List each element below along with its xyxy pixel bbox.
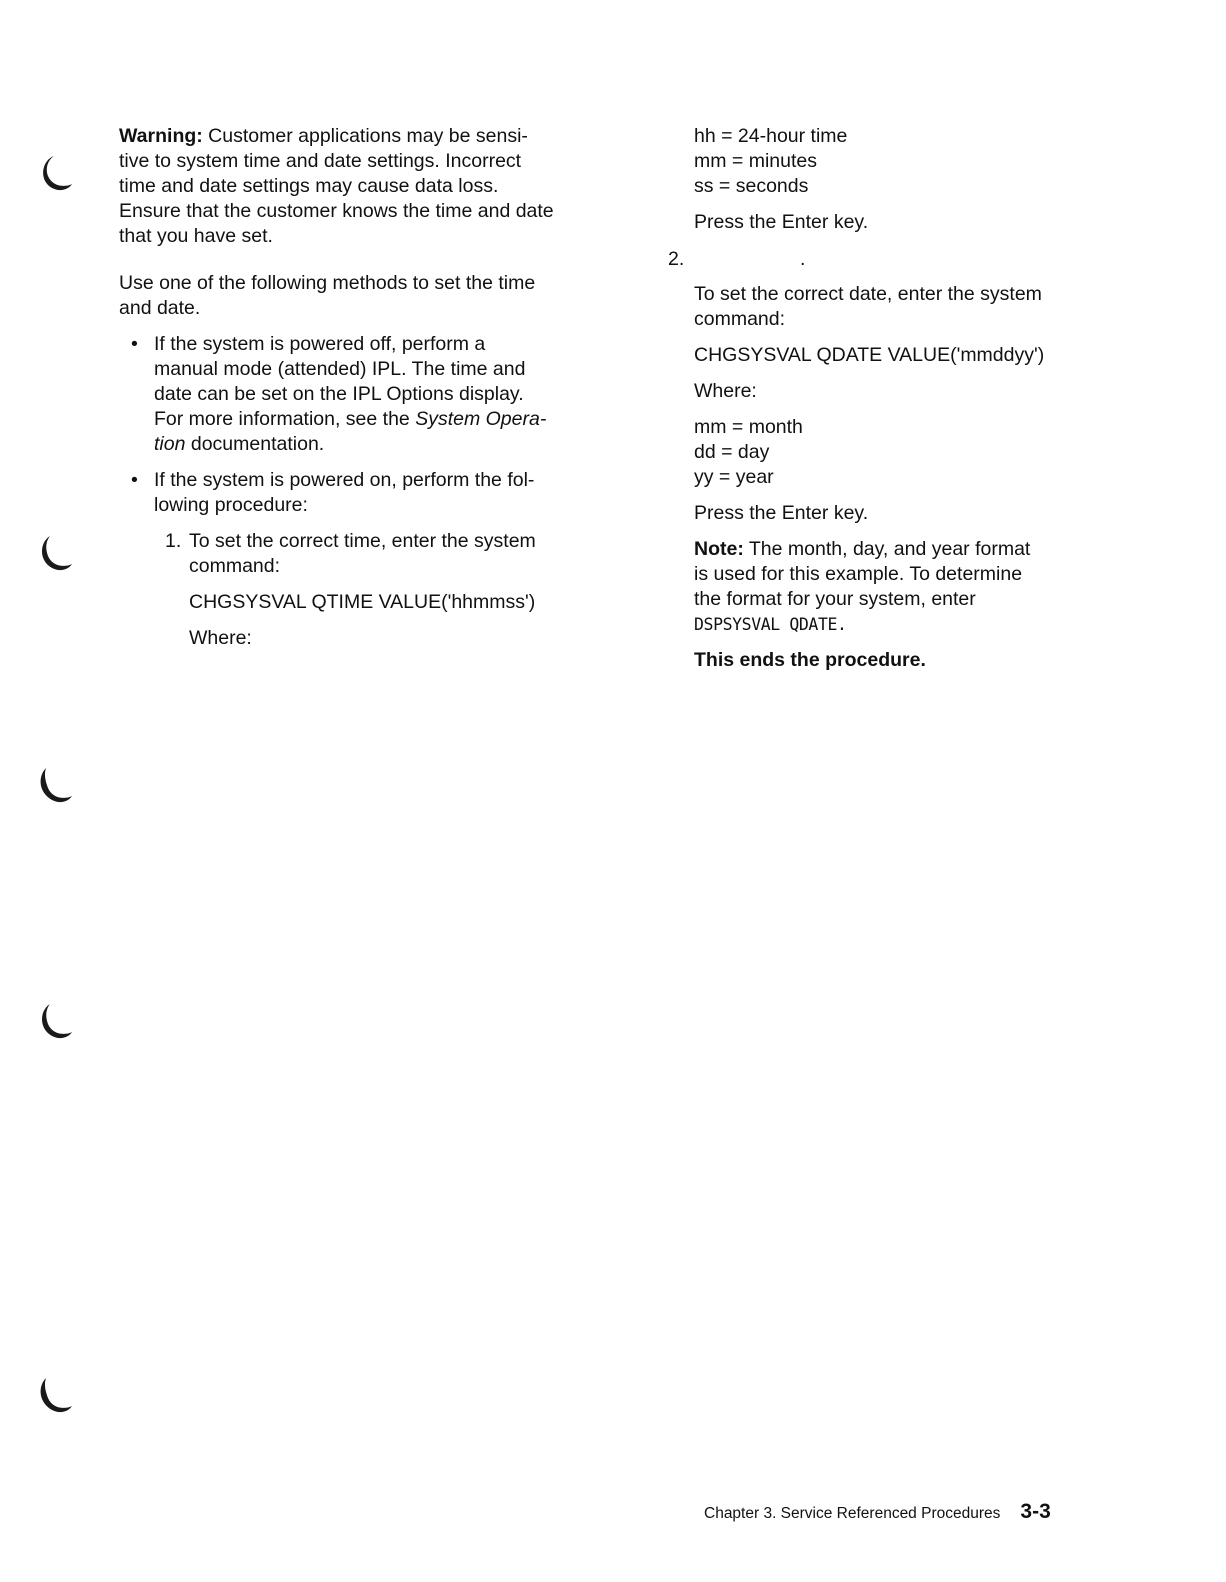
binder-hole-mark xyxy=(32,764,76,808)
step-2-number xyxy=(668,247,806,272)
step-1-where: Where: xyxy=(189,627,252,649)
binder-hole-mark xyxy=(32,152,76,196)
warning-label: Warning: xyxy=(119,125,203,147)
step-text: To set the correct date, enter the system xyxy=(694,283,1042,305)
warning-text: Ensure that the customer knows the time and date xyxy=(119,200,554,222)
step-2-text xyxy=(694,282,1124,332)
chapter-title: Chapter 3. Service Referenced Procedures xyxy=(704,1505,1001,1522)
procedure-end: This ends the procedure. xyxy=(694,649,926,671)
warning-text: Customer applications may be sensi- xyxy=(202,125,528,147)
intro-paragraph xyxy=(119,271,589,321)
bullet-text: manual mode (attended) IPL. The time and xyxy=(154,358,526,380)
step-number: 1. xyxy=(165,530,182,552)
date-definitions xyxy=(694,415,1124,490)
note-paragraph xyxy=(694,537,1124,637)
definition: hh = 24-hour time xyxy=(694,125,848,147)
intro-text: Use one of the following methods to set the time xyxy=(119,272,536,294)
warning-text: that you have set. xyxy=(119,225,273,247)
warning-text: time and date settings may cause data loss. xyxy=(119,175,499,197)
right-column xyxy=(694,124,1124,673)
warning-paragraph xyxy=(119,124,589,249)
bullet-text: documentation. xyxy=(185,433,325,455)
step-2-tick: . xyxy=(800,248,806,270)
note-text: the format for your system, enter xyxy=(694,588,976,610)
bullet-item-powered-off xyxy=(119,332,589,457)
bullet-icon: • xyxy=(131,333,138,355)
bullet-text: If the system is powered on, perform the fol- xyxy=(154,469,535,491)
step-1-command: CHGSYSVAL QTIME VALUE('hhmmss') xyxy=(189,591,536,613)
step-number: 2. xyxy=(668,248,685,270)
step-text: To set the correct time, enter the system xyxy=(189,530,536,552)
time-definitions xyxy=(694,124,1124,199)
binder-hole-mark xyxy=(32,1374,76,1418)
page-number: 3-3 xyxy=(1020,1500,1051,1523)
definition: dd = day xyxy=(694,441,770,463)
step-2-where: Where: xyxy=(694,380,757,402)
binder-hole-mark xyxy=(32,1000,76,1044)
step-2-command: CHGSYSVAL QDATE VALUE('mmddyy') xyxy=(694,344,1045,366)
definition: mm = minutes xyxy=(694,150,817,172)
step-text: command: xyxy=(189,555,281,577)
bullet-item-powered-on xyxy=(119,468,589,518)
intro-text: and date. xyxy=(119,297,201,319)
doc-reference: System Opera- xyxy=(415,408,547,430)
note-text: The month, day, and year format xyxy=(743,538,1031,560)
press-enter-text: Press the Enter key. xyxy=(694,211,869,233)
note-command: DSPSYSVAL QDATE. xyxy=(694,615,847,634)
definition: yy = year xyxy=(694,466,774,488)
note-label: Note: xyxy=(694,538,744,560)
page-footer xyxy=(704,1500,1051,1524)
definition: mm = month xyxy=(694,416,803,438)
bullet-text: date can be set on the IPL Options display. xyxy=(154,383,524,405)
binder-hole-mark xyxy=(32,532,76,576)
left-column xyxy=(119,124,589,651)
warning-text: tive to system time and date settings. Incorrect xyxy=(119,150,522,172)
note-text: is used for this example. To determine xyxy=(694,563,1023,585)
bullet-text: lowing procedure: xyxy=(154,494,308,516)
press-enter-text: Press the Enter key. xyxy=(694,502,869,524)
step-text: command: xyxy=(694,308,786,330)
bullet-text: For more information, see the xyxy=(154,408,416,430)
definition: ss = seconds xyxy=(694,175,809,197)
bullet-icon: • xyxy=(131,469,138,491)
step-1 xyxy=(119,529,589,579)
doc-reference: tion xyxy=(154,433,186,455)
bullet-text: If the system is powered off, perform a xyxy=(154,333,486,355)
